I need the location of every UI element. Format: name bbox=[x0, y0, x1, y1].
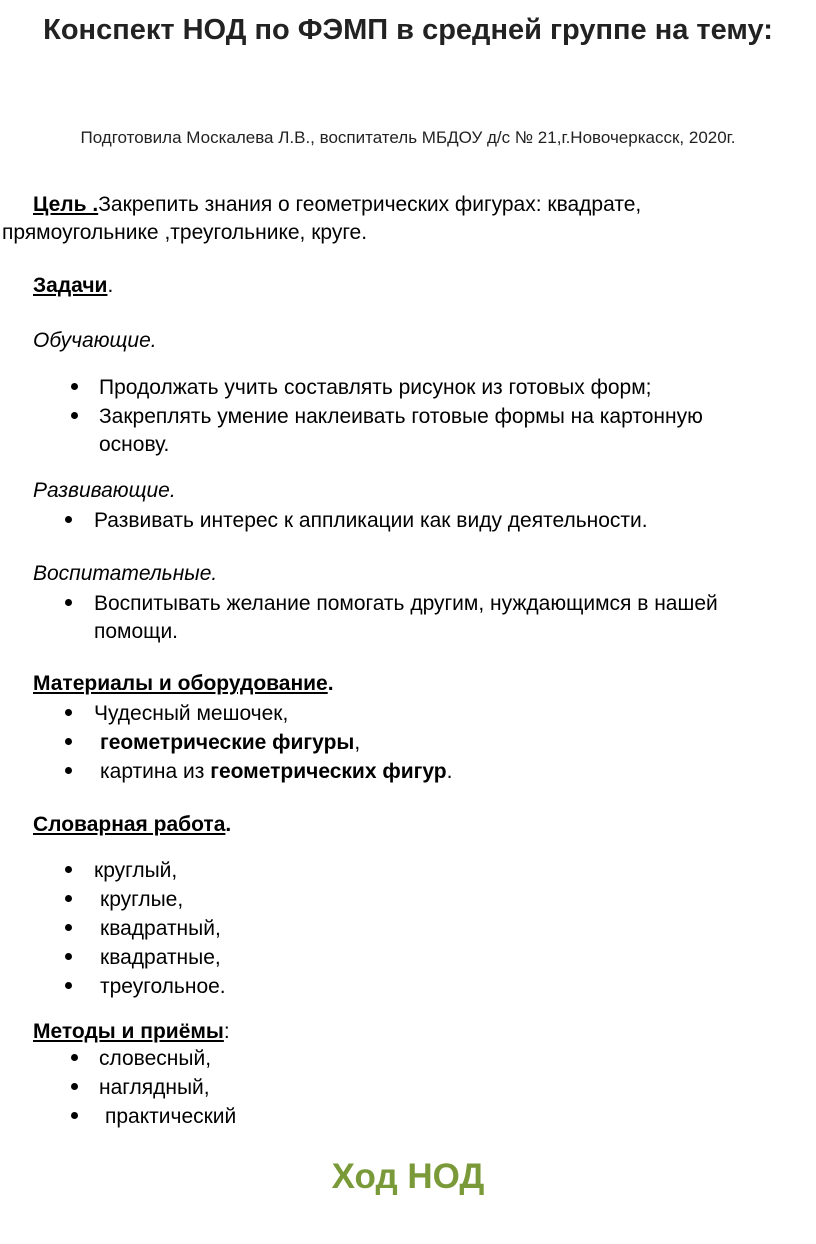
bullet-icon bbox=[65, 924, 72, 931]
bullet-icon bbox=[65, 738, 72, 745]
list-item: треугольное. bbox=[100, 975, 226, 998]
author-line: Подготовила Москалева Л.В., воспитатель МБДОУ д/с № 21,г.Новочеркасск, 2020г. bbox=[80, 128, 736, 147]
list-item: Воспитывать желание помогать другим, нуждающимся в нашей bbox=[94, 592, 718, 615]
list-item: практический bbox=[105, 1105, 237, 1128]
goal-line-1 bbox=[33, 190, 641, 219]
bullet-icon bbox=[71, 1112, 78, 1119]
educational-label: Воспитательные. bbox=[33, 562, 218, 585]
section-heading-lesson-progress: Ход НОД bbox=[331, 1157, 485, 1196]
goal-label: Цель . bbox=[33, 193, 99, 216]
list-item: круглый, bbox=[94, 859, 178, 882]
bullet-icon bbox=[71, 412, 78, 419]
goal-text-2: прямоугольнике ,треугольнике, круге. bbox=[2, 221, 368, 244]
list-item-continuation: основу. bbox=[99, 433, 170, 456]
list-item: Закреплять умение наклеивать готовые формы на картонную bbox=[99, 405, 703, 428]
list-item: Продолжать учить составлять рисунок из готовых форм; bbox=[99, 376, 652, 399]
goal-text-1: Закрепить знания о геометрических фигурах: квадрате, bbox=[98, 193, 642, 216]
bullet-icon bbox=[71, 383, 78, 390]
bullet-icon bbox=[65, 516, 72, 523]
bullet-icon bbox=[65, 953, 72, 960]
list-item: Чудесный мешочек, bbox=[94, 702, 289, 725]
materials-heading: Материалы и оборудование. bbox=[33, 672, 334, 695]
list-item: словесный, bbox=[99, 1047, 212, 1070]
tasks-heading: Задачи. bbox=[33, 274, 114, 297]
list-item: круглые, bbox=[100, 888, 184, 911]
methods-heading: Методы и приёмы: bbox=[33, 1020, 230, 1043]
list-item: геометрические фигуры, bbox=[100, 731, 361, 754]
page-title: Конспект НОД по ФЭМП в средней группе на тему: bbox=[43, 14, 773, 46]
bullet-icon bbox=[65, 982, 72, 989]
bullet-icon bbox=[65, 767, 72, 774]
list-item: квадратный, bbox=[100, 917, 221, 940]
list-item: наглядный, bbox=[99, 1076, 210, 1099]
vocabulary-heading: Словарная работа. bbox=[33, 813, 232, 836]
list-item-continuation: помощи. bbox=[94, 620, 179, 643]
list-item: картина из геометрических фигур. bbox=[100, 760, 453, 783]
bullet-icon bbox=[65, 895, 72, 902]
bullet-icon bbox=[71, 1083, 78, 1090]
developing-label: Развивающие. bbox=[33, 479, 176, 502]
bullet-icon bbox=[65, 599, 72, 606]
list-item: Развивать интерес к аппликации как виду деятельности. bbox=[94, 509, 648, 532]
bullet-icon bbox=[71, 1054, 78, 1061]
bullet-icon bbox=[65, 866, 72, 873]
tasks-heading-label: Задачи bbox=[33, 274, 108, 297]
list-item: квадратные, bbox=[100, 946, 221, 969]
teaching-label: Обучающие. bbox=[33, 329, 157, 352]
bullet-icon bbox=[65, 709, 72, 716]
